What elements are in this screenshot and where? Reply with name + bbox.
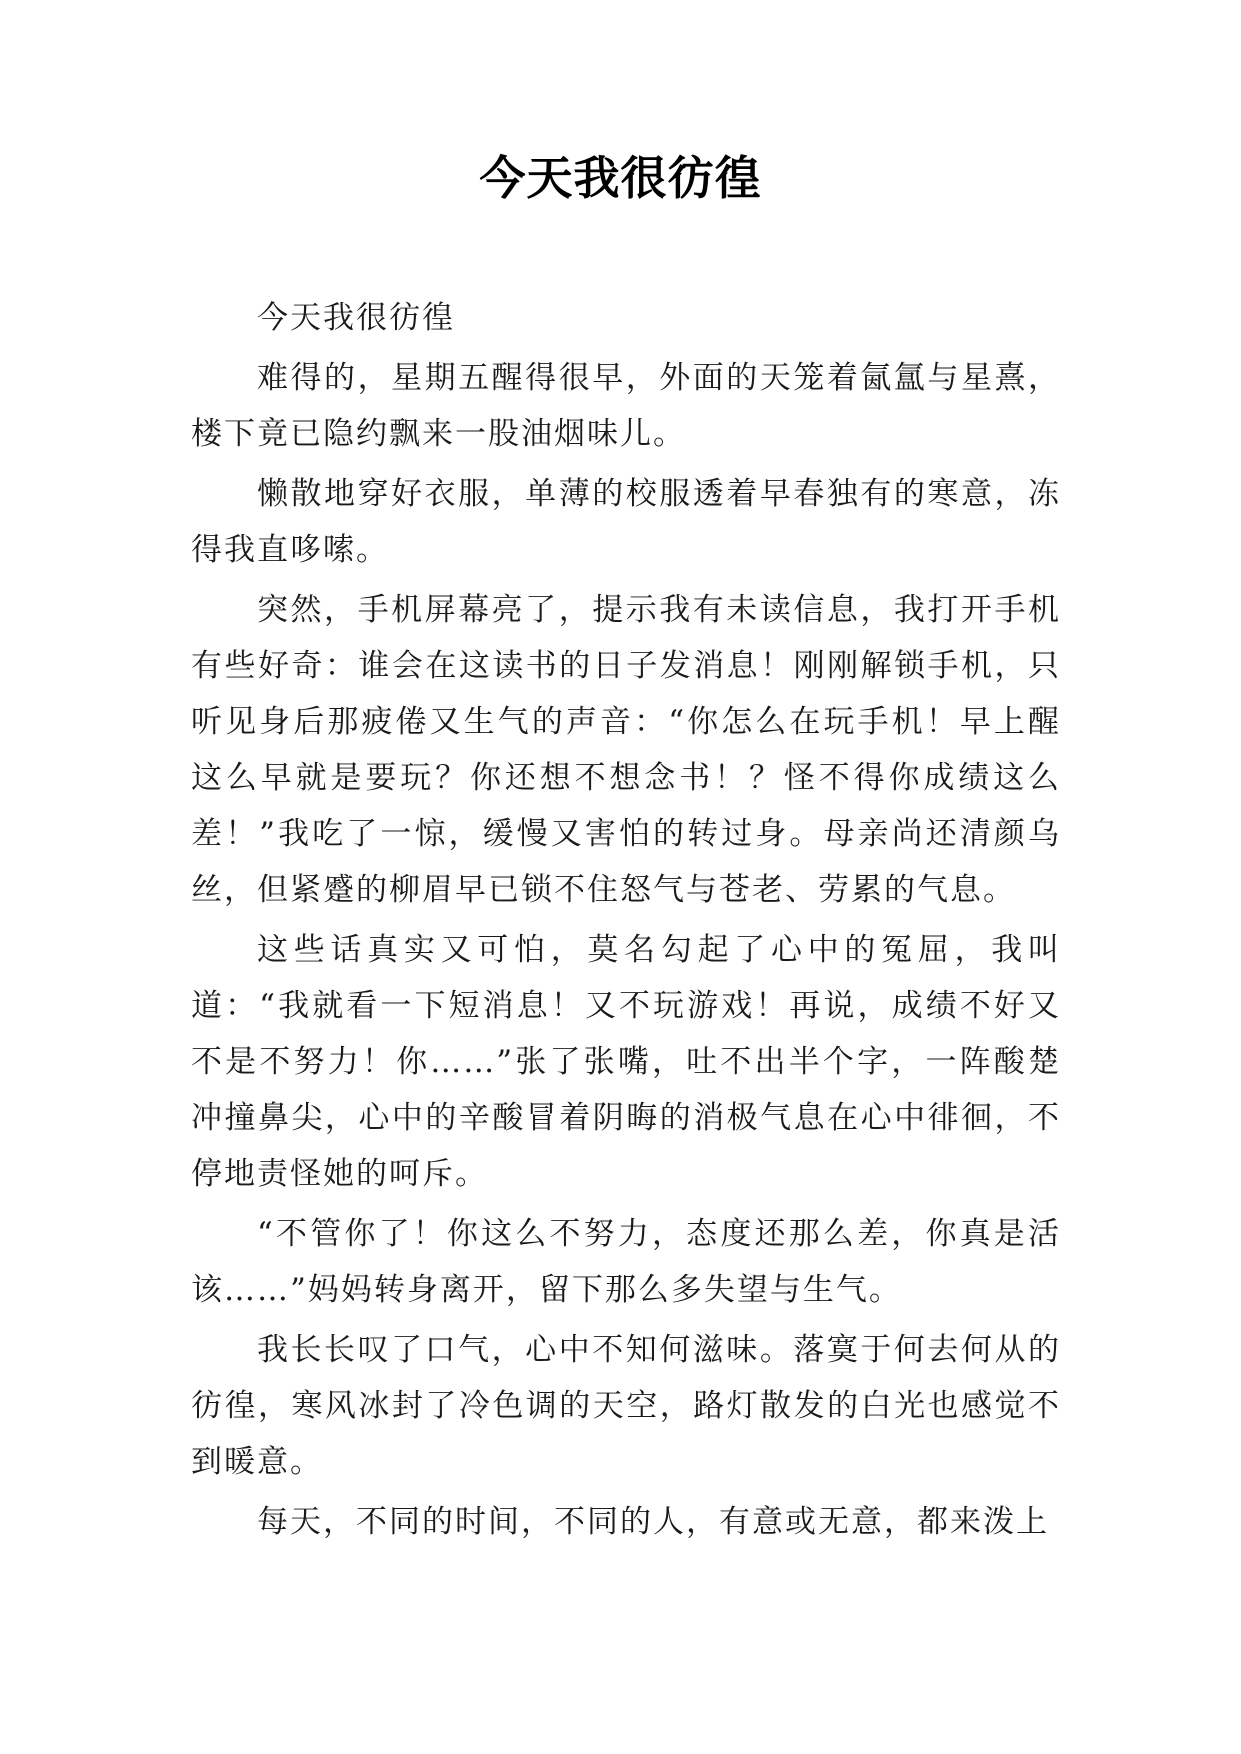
paragraph: 突然，手机屏幕亮了，提示我有未读信息，我打开手机有些好奇：谁会在这读书的日子发消息！刚刚解锁手机，只听见身后那疲倦又生气的声音：“你怎么在玩手机！早上醒这么早就是要玩？你还想不想念书！？怪不得你成绩这么差！”我吃了一惊，缓慢又害怕的转过身。母亲尚还清颜乌丝，但紧蹙的柳眉早已锁不住怒气与苍老、劳累的气息。 bbox=[191, 592, 1061, 908]
document-body bbox=[191, 290, 1061, 1552]
document-title: 今天我很彷徨 bbox=[479, 151, 762, 205]
paragraph: 这些话真实又可怕，莫名勾起了心中的冤屈，我叫道：“我就看一下短消息！又不玩游戏！再说，成绩不好又不是不努力！你……”张了张嘴，吐不出半个字，一阵酸楚冲撞鼻尖，心中的辛酸冒着阴晦的消极气息在心中徘徊，不停地责怪她的呵斥。 bbox=[191, 932, 1061, 1192]
paragraph: 懒散地穿好衣服，单薄的校服透着早春独有的寒意，冻得我直哆嗦。 bbox=[191, 476, 1061, 568]
paragraph-subtitle: 今天我很彷徨 bbox=[257, 300, 455, 336]
paragraph: “不管你了！你这么不努力，态度还那么差，你真是活该……”妈妈转身离开，留下那么多失望与生气。 bbox=[191, 1216, 1061, 1308]
paragraph: 我长长叹了口气，心中不知何滋味。落寞于何去何从的彷徨，寒风冰封了冷色调的天空，路灯散发的白光也感觉不到暖意。 bbox=[191, 1332, 1061, 1480]
paragraph: 每天，不同的时间，不同的人，有意或无意，都来泼上 bbox=[257, 1504, 1049, 1540]
paragraph: 难得的，星期五醒得很早，外面的天笼着氤氲与星熹，楼下竟已隐约飘来一股油烟味儿。 bbox=[191, 360, 1061, 452]
